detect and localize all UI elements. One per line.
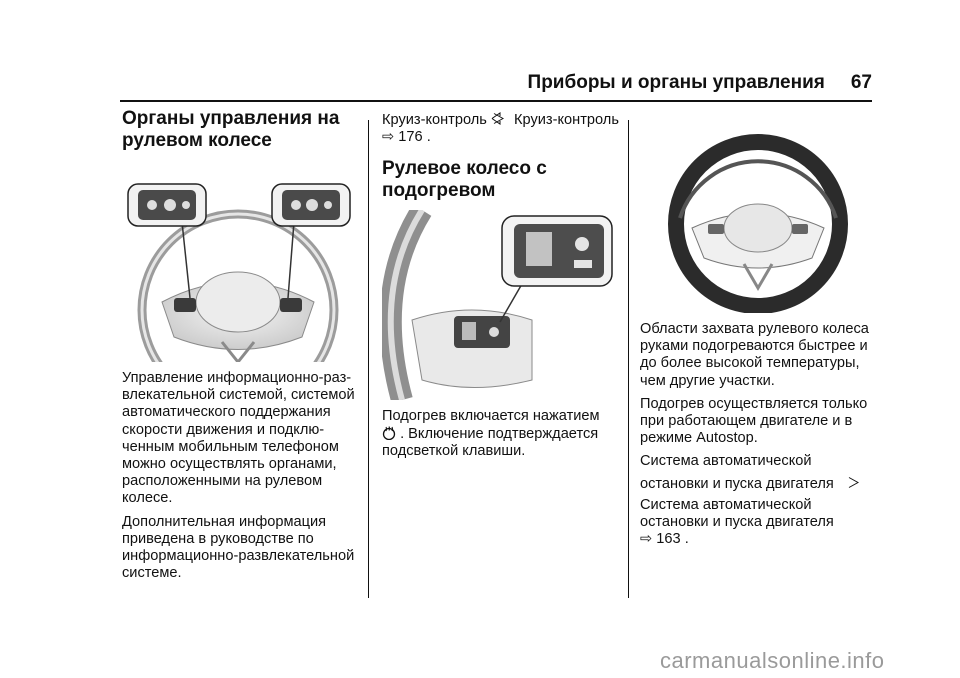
cruise-control-reference: Круиз-контроль Круиз-контроль ⇨ 176 . [382,112,619,146]
paragraph-heating-conditions: Подогрев осуществляется только при работающем двигателе и в режиме Autostop. [640,395,868,447]
cross-reference-arrow-icon [491,112,504,125]
page-header [528,72,872,94]
page-reference-arrow-icon: ⇨ [640,531,653,548]
column-divider-1 [368,120,369,598]
paragraph-heating-activation: Подогрев включается нажатием . Включение подтверждается подсветкой клавиши. [382,408,600,459]
paragraph-grip-areas: Области захвата рулевого колеса руками подогреваются быстрее и до более высокой температуры, чем другие участки. [640,321,869,389]
paragraph-autostop-reference: Система автоматической остановки и пуска двигателя Система автоматической остановки и пуска двигателя ⇨ 163 . [640,453,875,548]
page-number: 67 [850,72,872,93]
header-title: Приборы и органы управления [527,72,825,93]
autostop-ref-page[interactable]: 163 [656,531,681,548]
section-heading-heated-wheel: Рулевое колесо с подогревом [382,158,547,202]
column-divider-2 [628,120,629,598]
section-heading-steering-controls: Органы управления на рулевом колесе [122,108,340,151]
page-reference-arrow-icon: ⇨ [382,129,395,146]
heated-wheel-zones-illustration [640,128,875,313]
column-1 [122,108,357,588]
column-3 [640,112,875,554]
steering-controls-illustration [122,162,358,362]
paragraph-controls-intro: Управление информационно-раз- влекательной системой, системой автоматического поддержания скорости движения и подклю- ченным мобильным телефоном можно осуществлять органами, расположенными на рулевом колесе. Дополнительная информация приведена в руководстве по информационно-развлекательной системе. [122,370,357,582]
heated-wheel-button-illustration [382,210,618,400]
column-2 [382,112,622,466]
header-rule [120,100,872,102]
cruise-ref-page[interactable]: 176 [398,129,423,146]
paragraph-additional-info: Дополнительная информация приведена в руководстве по информационно-развлекательной системе. [122,513,355,582]
watermark: carmanualsonline.info [660,648,885,673]
heated-steering-wheel-icon [382,426,400,442]
cross-reference-arrow-icon [846,476,859,489]
